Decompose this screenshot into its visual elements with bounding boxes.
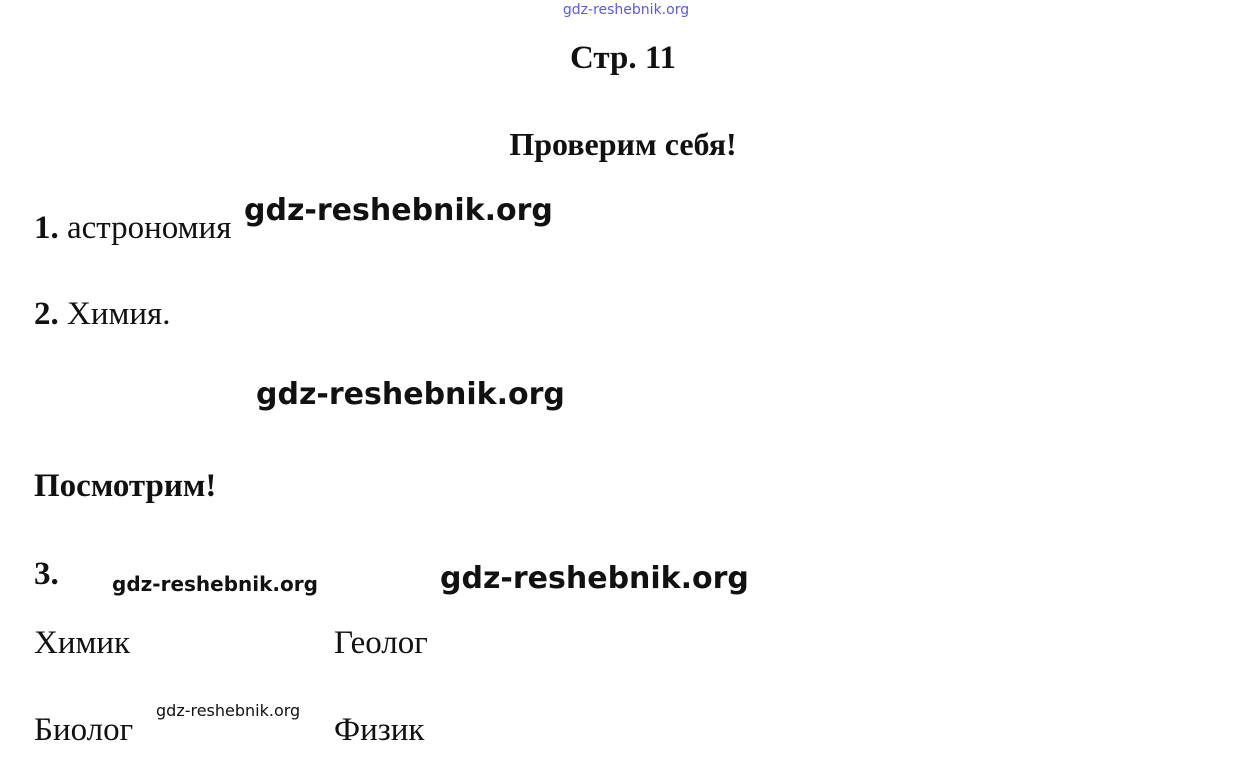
answer-1 [34,210,231,247]
answer-2 [34,296,170,333]
profession-physicist: Физик [334,712,425,748]
watermark: gdz-reshebnik.org [244,193,553,228]
watermark: gdz-reshebnik.org [156,701,301,720]
profession-geologist: Геолог [334,625,428,661]
watermark: gdz-reshebnik.org [440,561,749,596]
page-title: Стр. 11 [569,40,677,76]
profession-chemist: Химик [34,625,131,661]
answer-text: астрономия [67,210,232,246]
watermark-top: gdz-reshebnik.org [562,2,690,18]
profession-biologist: Биолог [34,712,134,748]
answer-text: Химия. [67,296,171,332]
watermark: gdz-reshebnik.org [112,572,318,596]
question-number: 3. [34,556,59,592]
section-heading: Посмотрим! [34,468,217,504]
section-subtitle: Проверим себя! [509,126,737,162]
watermark: gdz-reshebnik.org [256,377,565,412]
answer-number: 2. [34,296,59,332]
answer-number: 1. [34,210,59,246]
